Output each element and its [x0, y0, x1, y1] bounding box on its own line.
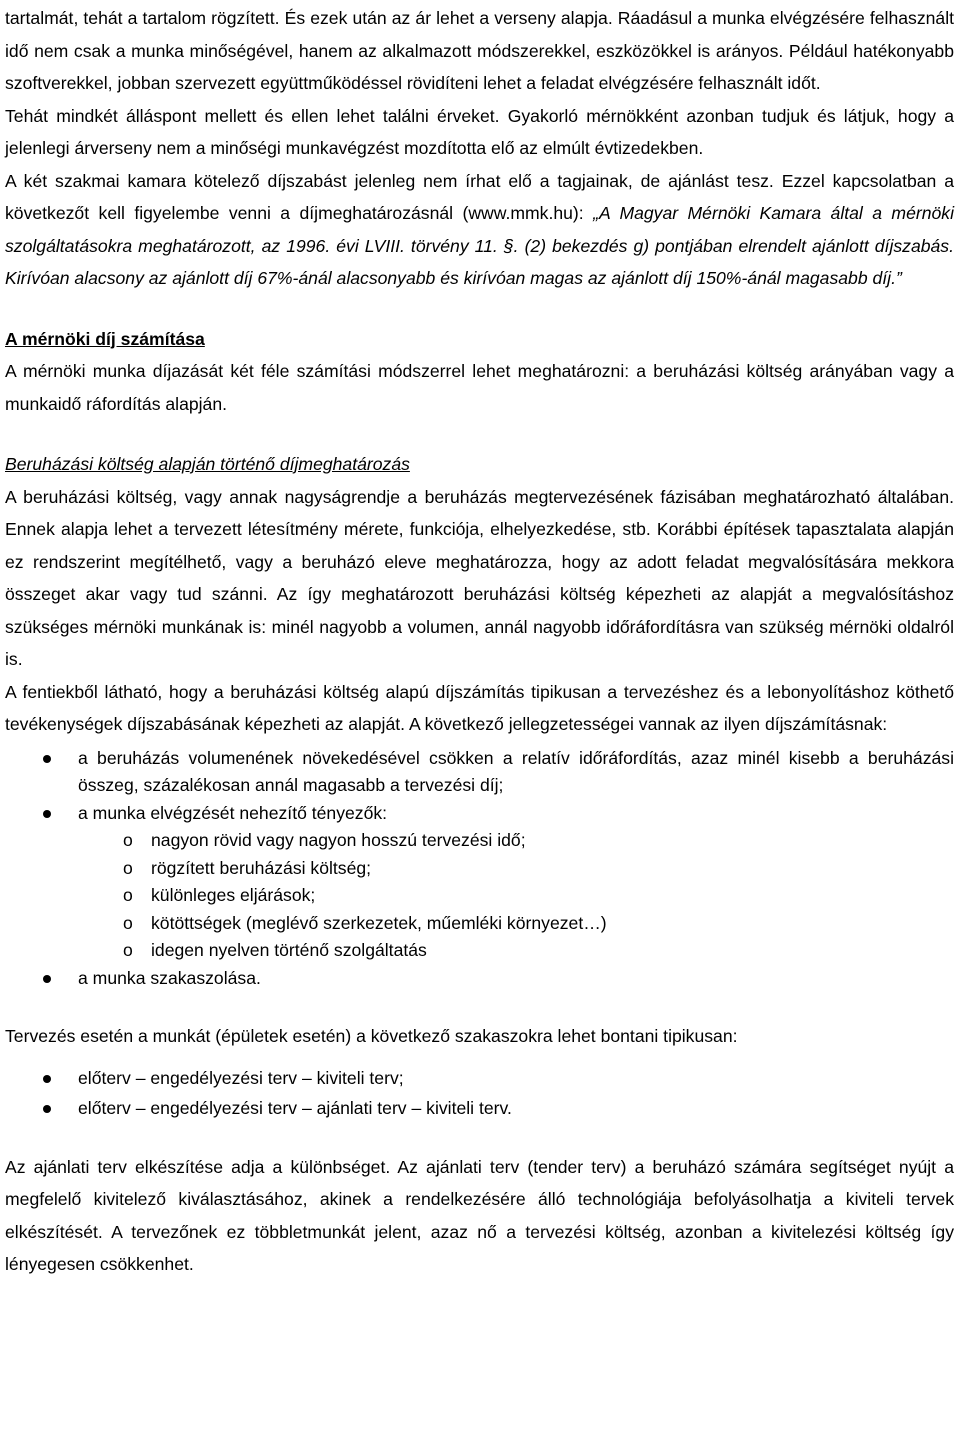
- bullet-icon: [43, 975, 51, 983]
- sub-list-item-text: különleges eljárások;: [151, 885, 316, 905]
- sub-list-item-text: idegen nyelven történő szolgáltatás: [151, 940, 427, 960]
- list-item: [5, 1095, 954, 1123]
- sub-list-item-text: kötöttségek (meglévő szerkezetek, műemléki környezet…): [151, 912, 607, 933]
- paragraph-intro: tartalmát, tehát a tartalom rögzített. És ezek után az ár lehet a verseny alapja. Ráadásul a munka elvégzésére felhasznált idő nem csak a munka minőségével, hanem az alkalmazott módszerekkel, eszközökkel is arányos. Például hatékonyabb szoftverekkel, jobban szervezett együttműködéssel rövidíteni lehet a feladat elvégzésére felhasznált időt.: [5, 8, 954, 93]
- circle-bullet-icon: o: [123, 885, 133, 905]
- sub-list-item: [5, 827, 954, 855]
- paragraph-characteristics: A fentiekből látható, hogy a beruházási költség alapú díjszámítás tipikusan a tervezéshez és a lebonyolításhoz köthető tevékenységek díjszabásának képezheti az alapját. A következő jellegzetességei vannak az ilyen díjszámításnak:: [5, 681, 954, 734]
- paragraph-fee-methods: A mérnöki munka díjazását két féle számítási módszerrel lehet meghatározni: a beruházási költség arányában vagy a munkaidő ráfordítás alapján.: [5, 361, 954, 414]
- circle-bullet-icon: o: [123, 830, 133, 850]
- bullet-icon: [43, 755, 51, 763]
- list-item-text: előterv – engedélyezési terv – kiviteli terv;: [78, 1067, 404, 1088]
- sub-list-item: [5, 882, 954, 910]
- paragraph-chamber-fees: [5, 165, 954, 295]
- phases-list: [5, 1065, 954, 1123]
- list-item-text: a munka elvégzését nehezítő tényezők:: [78, 802, 388, 823]
- characteristics-list: [5, 745, 954, 993]
- list-item-text: előterv – engedélyezési terv – ajánlati terv – kiviteli terv.: [78, 1098, 512, 1118]
- bullet-icon: [43, 1105, 51, 1113]
- list-item: [5, 745, 954, 800]
- section-heading-investment-cost: Beruházási költség alapján történő díjmeghatározás: [5, 454, 410, 474]
- list-item-text: a beruházás volumenének növekedésével csökken a relatív időráfordítás, azaz minél kisebb a beruházási összeg, százalékosan annál magasabb a tervezési díj;: [78, 747, 954, 795]
- paragraph-phases-intro: Tervezés esetén a munkát (épületek esetén) a következő szakaszokra lehet bontani tipikusan:: [5, 1026, 738, 1046]
- circle-bullet-icon: o: [123, 857, 133, 878]
- sub-list-item: [5, 855, 954, 883]
- sub-list-item-text: nagyon rövid vagy nagyon hosszú tervezési idő;: [151, 830, 526, 850]
- chamber-fees-text: A két szakmai kamara kötelező díjszabást jelenleg nem írhat elő a tagjainak, de ajánlást tesz. Ezzel kapcsolatban a következőt kell figyelembe venni a díjmeghatározásnál (www.mmk.hu):: [5, 170, 954, 223]
- list-item-text: a munka szakaszolása.: [78, 967, 261, 988]
- bullet-icon: [43, 1075, 51, 1083]
- sub-list-item: [5, 910, 954, 938]
- bullet-icon: [43, 810, 51, 818]
- list-item: [5, 1065, 954, 1093]
- circle-bullet-icon: o: [123, 912, 133, 933]
- paragraph-tender-plan: Az ajánlati terv elkészítése adja a különbséget. Az ajánlati terv (tender terv) a beruházó számára segítséget nyújt a megfelelő kivitelező kiválasztásához, akinek a rendelkezésére álló technológiája befolyásolhatja a kiviteli tervek elkészítését. A tervezőnek ez többletmunkát jelent, azaz nő a tervezési költség, azonban a kivitelezési költség így lényegesen csökkenhet.: [5, 1156, 954, 1274]
- circle-bullet-icon: o: [123, 940, 133, 960]
- sub-list-item: [5, 937, 954, 965]
- sub-list-item-text: rögzített beruházási költség;: [151, 857, 372, 878]
- chamber-fees-quote: „A Magyar Mérnöki Kamara által a mérnöki szolgáltatásokra meghatározott, az 1996. évi LVIII. törvény 11. §. (2) bekezdés g) pontjában elrendelt ajánlott díjszabás. Kirívóan alacsony az ajánlott díj 67%-ánál alacsonyabb és kirívóan magas az ajánlott díj 150%-ánál magasabb díj.”: [5, 203, 955, 288]
- section-heading-fee-calculation: A mérnöki díj számítása: [5, 328, 205, 349]
- list-item: [5, 800, 954, 828]
- paragraph-investment-cost: A beruházási költség, vagy annak nagyságrendje a beruházás megtervezésének fázisában meghatározható általában. Ennek alapja lehet a tervezett létesítmény mérete, funkciója, elhelyezkedése, stb. Korábbi építések tapasztalata alapján ez rendszerint megítélhető, vagy a beruházó eleve meghatározza, hogy az adott feladat megvalósítására mekkora összeget akar vagy tud szánni. Az így meghatározott beruházási költség képezheti az alapját a megvalósításhoz szükséges mérnöki munkának is: minél nagyobb a volumen, annál nagyobb időráfordításra van szükség mérnöki oldalról is.: [5, 486, 954, 669]
- list-item: [5, 965, 954, 993]
- paragraph-arguments: Tehát mindkét álláspont mellett és ellen lehet találni érveket. Gyakorló mérnökként azonban tudjuk és látjuk, hogy a jelenlegi árverseny nem a minőségi munkavégzést mozdította elő az elmúlt évtizedekben.: [5, 105, 954, 158]
